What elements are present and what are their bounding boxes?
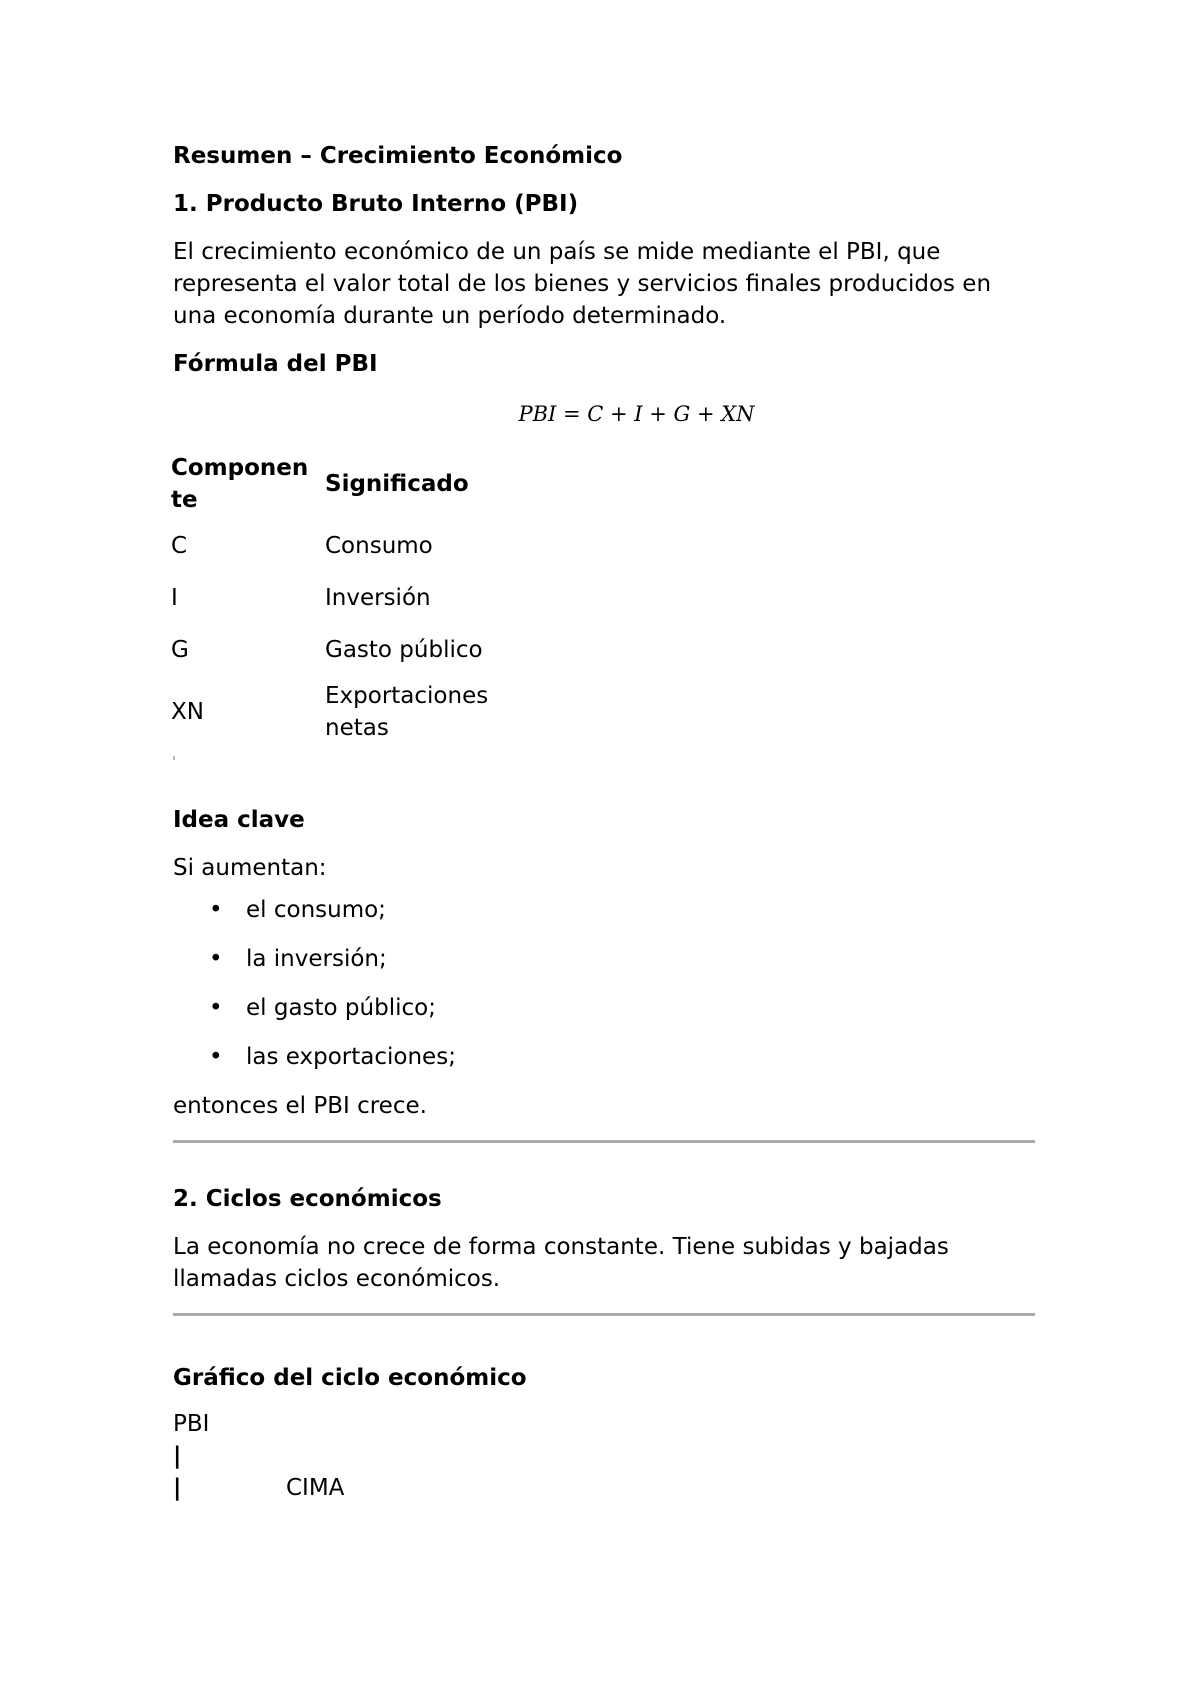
graph-axis-label: PBI <box>173 1411 210 1437</box>
section-1-heading: 1. Producto Bruto Interno (PBI) <box>173 191 579 217</box>
list-item-text: el gasto público; <box>246 995 436 1021</box>
section-divider <box>173 1313 1035 1316</box>
section-1-paragraph: El crecimiento económico de un país se mide mediante el PBI, que representa el valor total de los bienes y servicios finales producidos en una economía durante un período determinado. <box>173 239 992 329</box>
components-table <box>171 448 515 748</box>
section-2-paragraph: La economía no crece de forma constante. Tiene subidas y bajadas llamadas ciclos económicos. <box>173 1234 949 1292</box>
table-cell-component: XN <box>171 699 204 725</box>
table-cell-component: I <box>171 585 178 611</box>
formula-heading: Fórmula del PBI <box>173 351 378 377</box>
table-row <box>171 676 515 748</box>
bullet-icon: • <box>209 1044 223 1070</box>
list-item <box>173 992 1040 1041</box>
section-divider <box>173 1140 1035 1143</box>
graph-peak-line <box>173 1472 1040 1504</box>
key-idea-intro: Si aumentan: <box>173 855 327 881</box>
key-idea-heading: Idea clave <box>173 807 305 833</box>
list-item <box>173 894 1040 943</box>
table-row <box>171 572 515 624</box>
table-cell-meaning: Exportaciones netas <box>325 683 489 741</box>
table-row <box>171 520 515 572</box>
table-cell-meaning: Consumo <box>325 533 433 559</box>
key-idea-list <box>173 894 1040 1090</box>
table-header-meaning: Significado <box>325 471 469 497</box>
list-item <box>173 943 1040 992</box>
axis-bar: | <box>173 1443 182 1469</box>
bullet-icon: • <box>209 946 223 972</box>
document-title: Resumen – Crecimiento Económico <box>173 143 623 169</box>
table-header-component: Componen te <box>171 455 309 513</box>
table-cell-meaning: Gasto público <box>325 637 483 663</box>
list-item <box>173 1041 1040 1090</box>
bullet-icon: • <box>209 897 223 923</box>
table-end-marker <box>173 756 175 760</box>
list-item-text: las exportaciones; <box>246 1044 456 1070</box>
pbi-formula: PBI = C + I + G + XN <box>518 402 755 426</box>
graph-heading: Gráfico del ciclo económico <box>173 1365 527 1391</box>
table-cell-meaning: Inversión <box>325 585 431 611</box>
graph-axis-line <box>173 1440 1040 1472</box>
section-2-heading: 2. Ciclos económicos <box>173 1186 442 1212</box>
table-cell-component: G <box>171 637 189 663</box>
list-item-text: el consumo; <box>246 897 386 923</box>
table-cell-component: C <box>171 533 188 559</box>
cycle-graph <box>173 1408 1040 1504</box>
bullet-icon: • <box>209 995 223 1021</box>
table-row <box>171 624 515 676</box>
axis-bar: | <box>173 1475 182 1501</box>
list-item-text: la inversión; <box>246 946 387 972</box>
graph-peak-label: CIMA <box>286 1475 345 1501</box>
table-header-row <box>171 448 515 520</box>
key-idea-conclusion: entonces el PBI crece. <box>173 1093 427 1119</box>
